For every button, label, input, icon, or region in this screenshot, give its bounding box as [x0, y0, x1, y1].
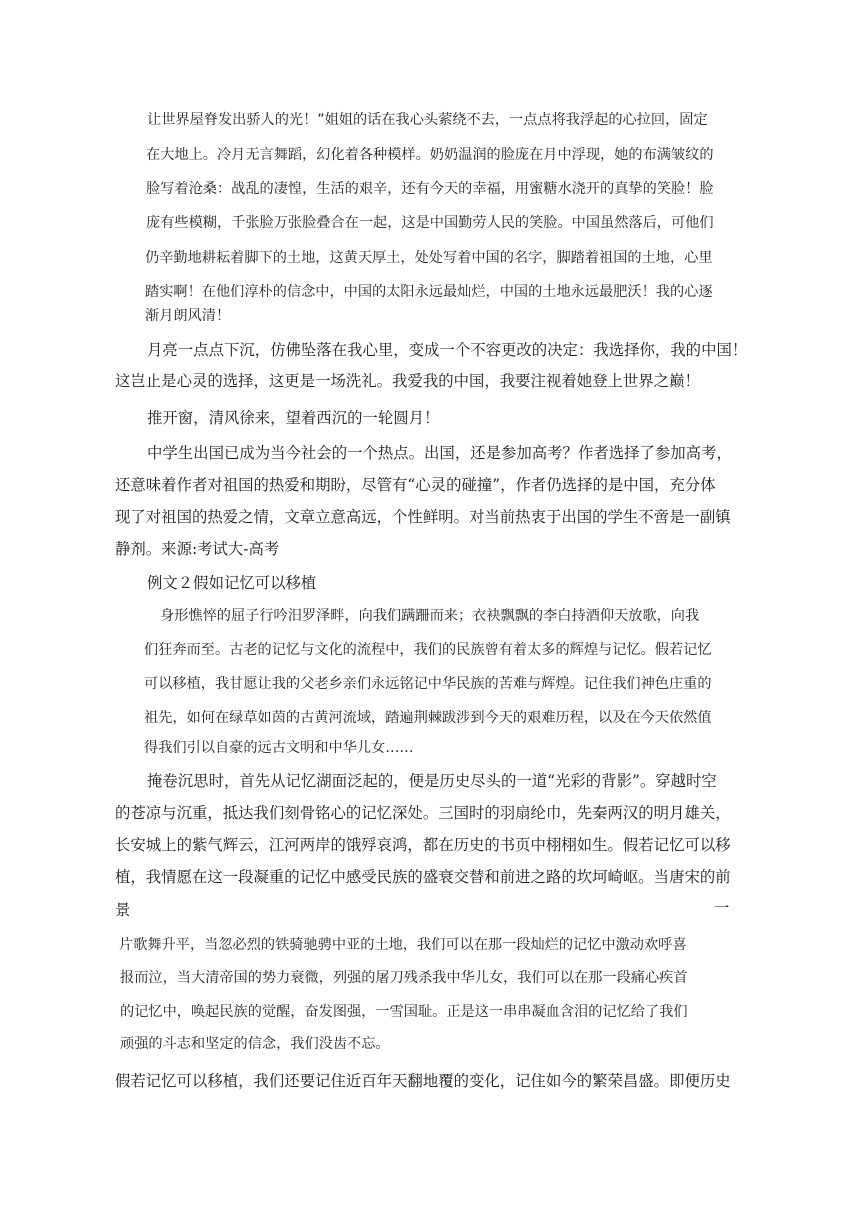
text-line: 可以移植，我甘愿让我的父老乡亲们永远铭记中华民族的苦难与辉煌。记住我们神色庄重的 — [144, 676, 712, 692]
text-line: 踏实啊！在他们淳朴的信念中，中国的太阳永远最灿烂，中国的土地永远最肥沃！我的心逐 — [145, 284, 713, 300]
text-line: 们狂奔而至。古老的记忆与文化的流程中，我们的民族曾有着太多的辉煌与记忆。假若记忆 — [144, 642, 712, 658]
text-line: 月亮一点点下沉，仿佛坠落在我心里，变成一个不容更改的决定：我选择你，我的中国！ — [147, 341, 748, 359]
text-line: 景 — [115, 901, 131, 919]
text-line: 顽强的斗志和坚定的信念，我们没齿不忘。 — [120, 1036, 390, 1052]
text-line: 身形憔悴的屈子行吟汨罗泽畔，向我们蹒跚而来；衣袂飘飘的李白持酒仰天放歌，向我 — [160, 608, 700, 624]
text-line: 长安城上的紫气辉云，江河两岸的饿殍哀鸿，都在历史的书页中栩栩如生。假若记忆可以移 — [115, 836, 731, 854]
text-line: 静剂。来源:考试大-高考 — [115, 540, 280, 558]
text-line: 报而泣，当大清帝国的势力衰微，列强的屠刀残杀我中华儿女，我们可以在那一段痛心疾首 — [120, 970, 688, 986]
dash-glyph: 一 — [714, 899, 730, 917]
text-line: 假若记忆可以移植，我们还要记住近百年天翻地覆的变化，记住如今的繁荣昌盛。即便历史 — [115, 1072, 731, 1090]
text-line: 仍辛勤地耕耘着脚下的土地，这黄天厚土，处处写着中国的名字，脚踏着祖国的土地，心里 — [145, 250, 713, 266]
text-line: 掩卷沉思时，首先从记忆湖面泛起的，便是历史尽头的一道“光彩的背影”。穿越时空 — [147, 772, 717, 790]
text-line: 这岂止是心灵的选择，这更是一场洗礼。我爱我的中国，我要注视着她登上世界之巅！ — [115, 372, 700, 390]
text-line: 还意味着作者对祖国的热爱和期盼，尽管有“心灵的碰撞”，作者仍选择的是中国，充分体 — [115, 476, 716, 494]
text-line: 让世界屋脊发出骄人的光！”姐姐的话在我心头萦绕不去，一点点将我浮起的心拉回，固定 — [147, 112, 708, 128]
text-line: 的苍凉与沉重，抵达我们刻骨铭心的记忆深处。三国时的羽扇纶巾，先秦两汉的明月雄关， — [115, 804, 731, 822]
text-line: 植，我情愿在这一段凝重的记忆中感受民族的盛衰交替和前进之路的坎坷崎岖。当唐宋的前 — [115, 868, 731, 886]
text-line: 片歌舞升平，当忽必烈的铁骑驰骋中亚的土地，我们可以在那一段灿烂的记忆中激动欢呼喜 — [119, 937, 687, 953]
text-line: 现了对祖国的热爱之情，文章立意高远，个性鲜明。对当前热衷于出国的学生不啻是一副镇 — [115, 508, 731, 526]
text-line: 祖先，如何在绿草如茵的古黄河流域，踏遍荆棘跋涉到今天的艰难历程，以及在今天依然值 — [144, 710, 712, 726]
text-line: 渐月朗风清！ — [145, 308, 231, 324]
text-line: 脸写着沧桑：战乱的凄惶，生活的艰辛，还有今天的幸福，用蜜糖水浇开的真挚的笑脸！脸 — [146, 181, 714, 197]
text-line: 的记忆中，唤起民族的觉醒，奋发图强，一雪国耻。正是这一串串凝血含泪的记忆给了我们 — [120, 1004, 688, 1020]
text-line: 庞有些模糊，千张脸万张脸叠合在一起，这是中国勤劳人民的笑脸。中国虽然落后，可他们 — [146, 215, 714, 231]
text-line: 推开窗，清风徐来，望着西沉的一轮圆月！ — [147, 409, 440, 427]
text-line: 在大地上。冷月无言舞蹈，幻化着各种模样。奶奶温润的脸庞在月中浮现，她的布满皱纹的 — [146, 147, 714, 163]
example-heading: 例文２假如记忆可以移植 — [147, 574, 317, 592]
text-line: 得我们引以自豪的远古文明和中华儿女…… — [144, 740, 414, 756]
text-line: 中学生出国已成为当今社会的一个热点。出国，还是参加高考？作者选择了参加高考， — [147, 444, 732, 462]
